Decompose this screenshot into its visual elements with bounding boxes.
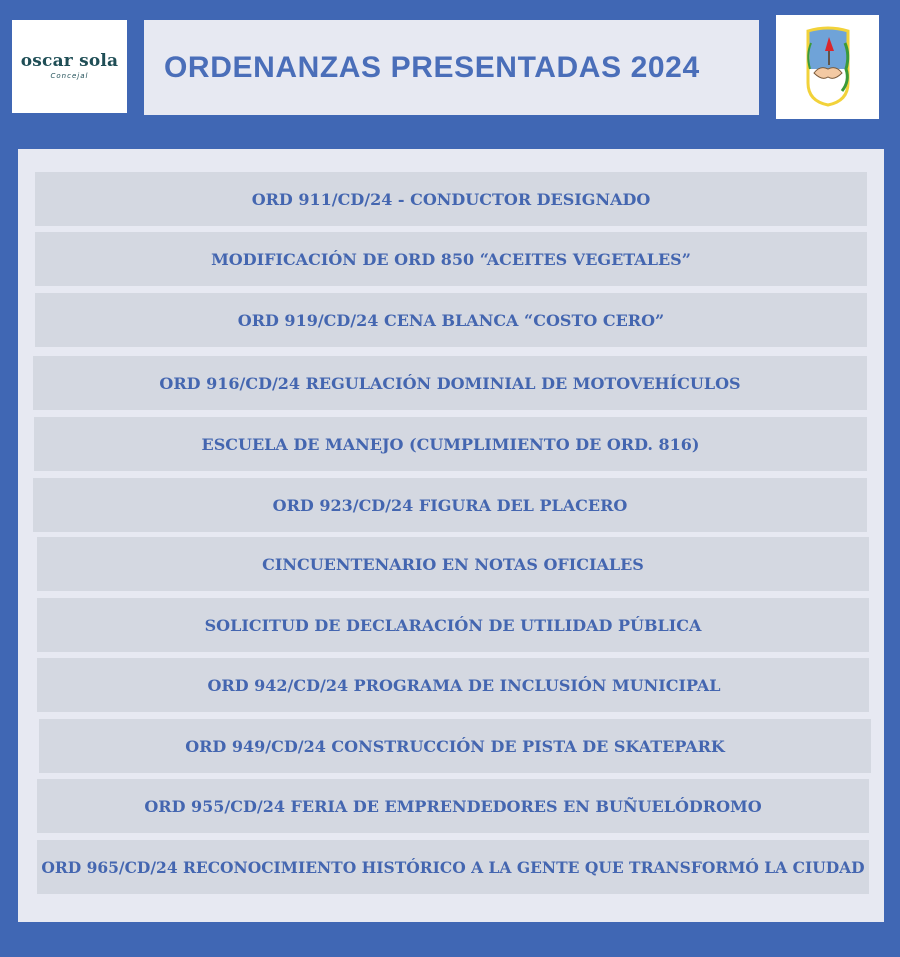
list-item-text: MODIFICACIÓN DE ORD 850 “ACEITES VEGETALES” xyxy=(211,249,691,269)
emblem-container xyxy=(776,15,879,119)
list-item xyxy=(35,232,867,286)
list-item xyxy=(37,537,869,591)
page-title: ORDENANZAS PRESENTADAS 2024 xyxy=(164,50,700,84)
list-item xyxy=(35,172,867,226)
list-item-text: ORD 965/CD/24 RECONOCIMIENTO HISTÓRICO A LA GENTE QUE TRANSFORMÓ LA CIUDAD xyxy=(41,857,865,877)
oscar-sola-logo xyxy=(12,20,127,113)
list-item xyxy=(34,417,867,471)
ordinance-list-panel xyxy=(18,149,884,922)
list-item-text: ESCUELA DE MANEJO (CUMPLIMIENTO DE ORD. 816) xyxy=(201,434,700,454)
list-item-text: ORD 919/CD/24 CENA BLANCA “COSTO CERO” xyxy=(237,310,665,330)
logo-subtitle: Concejal xyxy=(50,72,89,80)
list-item xyxy=(37,598,869,652)
list-item-text: ORD 955/CD/24 FERIA DE EMPRENDEDORES EN BUÑUELÓDROMO xyxy=(144,796,762,816)
list-item xyxy=(35,293,867,347)
list-item xyxy=(37,779,869,833)
logo-name: oscar sola xyxy=(20,51,119,71)
list-item-text: ORD 916/CD/24 REGULACIÓN DOMINIAL DE MOTOVEHÍCULOS xyxy=(159,373,741,393)
peronist-shield-icon xyxy=(802,25,854,109)
list-item-text: ORD 949/CD/24 CONSTRUCCIÓN DE PISTA DE SKATEPARK xyxy=(185,736,725,756)
list-item-text: ORD 923/CD/24 FIGURA DEL PLACERO xyxy=(272,495,628,515)
list-item-text: SOLICITUD DE DECLARACIÓN DE UTILIDAD PÚBLICA xyxy=(204,615,702,635)
list-item-text: CINCUENTENARIO EN NOTAS OFICIALES xyxy=(262,554,644,574)
list-item xyxy=(37,840,869,894)
title-banner xyxy=(144,20,759,115)
list-item xyxy=(37,658,869,712)
list-item xyxy=(39,719,871,773)
list-item-text: ORD 942/CD/24 PROGRAMA DE INCLUSIÓN MUNICIPAL xyxy=(207,675,721,695)
list-item xyxy=(33,356,867,410)
list-item xyxy=(33,478,867,532)
list-item-text: ORD 911/CD/24 - CONDUCTOR DESIGNADO xyxy=(251,189,651,209)
